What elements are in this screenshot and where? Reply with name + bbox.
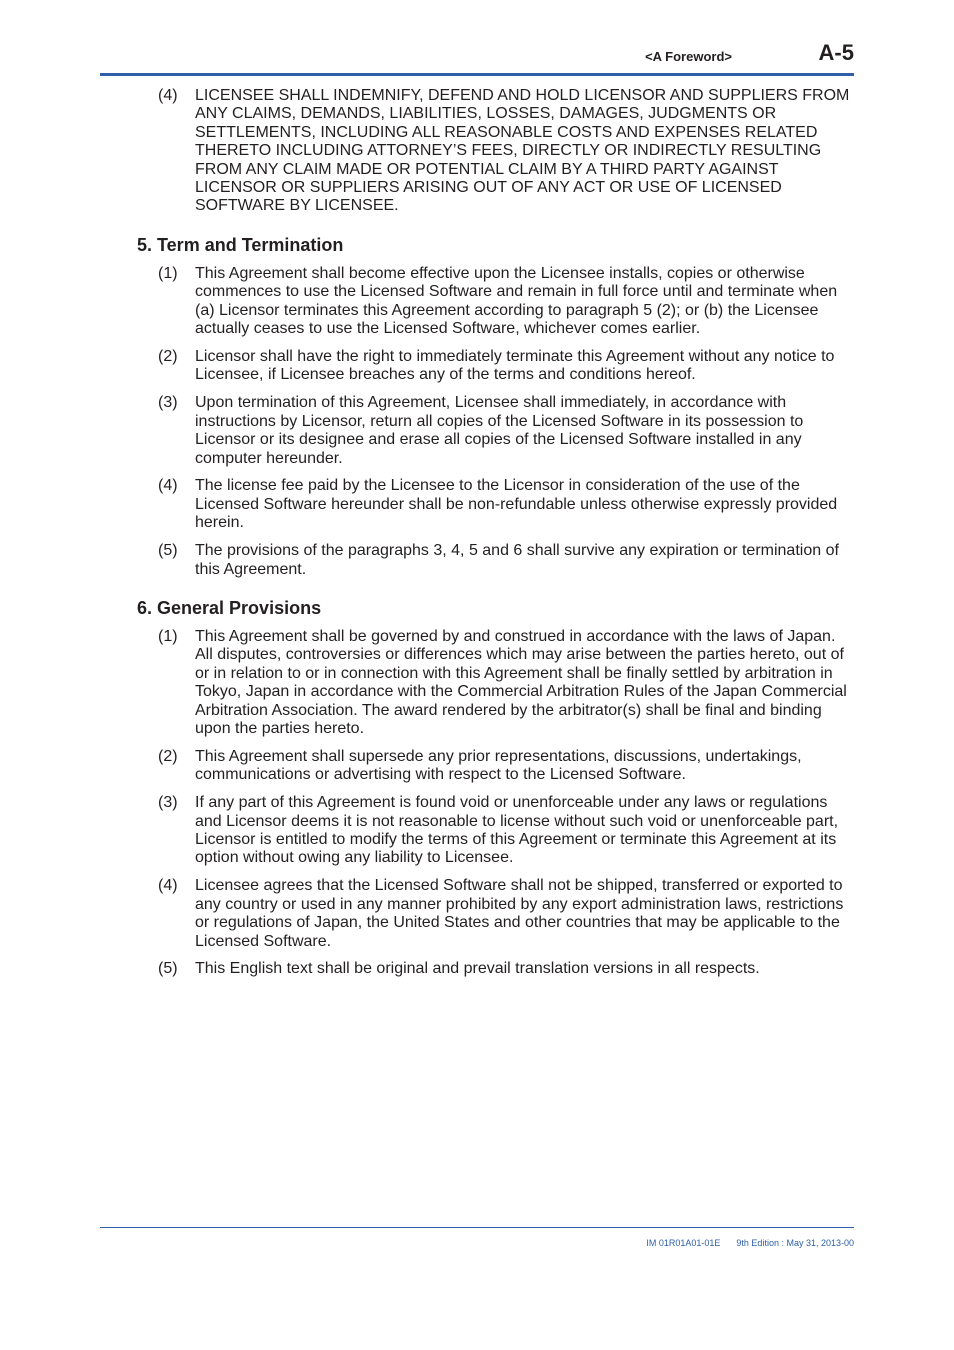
clause-text: LICENSEE SHALL INDEMNIFY, DEFEND AND HOLD LICENSOR AND SUPPLIERS FROM ANY CLAIMS, DEMANDS, LIABILITIES, LOSSES, DAMAGES, JUDGMENTS OR SETTLEMENTS, INCLUDING ALL REASONABLE COSTS AND EXPENSES RELATED THERETO INCLUDING ATTORNEY’S FEES, DIRECTLY OR INDIRECTLY RESULTING FROM ANY CLAIM MADE OR POTENTIAL CLAIM BY A THIRD PARTY AGAINST LICENSOR OR SUPPLIERS ARISING OUT OF ANY ACT OR USE OF LICENSED SOFTWARE BY LICENSEE. <box>195 87 850 215</box>
section-general-provisions <box>137 598 854 979</box>
clause-text: Licensee agrees that the Licensed Software shall not be shipped, transferred or exported to any country or used in any manner prohibited by any export administration laws, restrictions or regulations of Japan, the United States and other countries that may be applicable to the Licensed Software. <box>195 877 844 950</box>
clause-number: (3) <box>158 794 178 812</box>
page-footer <box>646 1238 854 1248</box>
clause-item <box>137 348 854 385</box>
clause-number: (2) <box>158 747 178 765</box>
clause-number: (4) <box>158 87 178 104</box>
section-heading: 5. Term and Termination <box>137 234 344 255</box>
clause-item <box>137 628 854 738</box>
page-header <box>100 40 854 74</box>
clause-item <box>137 394 854 468</box>
page-number: A-5 <box>818 40 854 65</box>
clause-text: This Agreement shall be governed by and construed in accordance with the laws of Japan. All disputes, controversies or differences which may arise between the parties hereto, out of or in relation to or in connection with this Agreement shall be finally settled by arbitration in Tokyo, Japan in accordance with the Commercial Arbitration Rules of the Japan Commercial Arbitration Association. The award rendered by the arbitrator(s) shall be final and binding upon the parties hereto. <box>195 627 847 737</box>
clause-item <box>137 265 854 339</box>
clause-text: This Agreement shall become effective upon the Licensee installs, copies or otherwise commences to use the Licensed Software and remain in full force until and terminate when (a) Licensor terminates this Agreement according to paragraph 5 (2); or (b) the Licensee actually ceases to use the Licensed Software, whichever comes earlier. <box>195 264 838 338</box>
clause-number: (2) <box>158 347 178 365</box>
clause-number: (4) <box>158 477 178 495</box>
clause-number: (1) <box>158 264 178 282</box>
clause-text: If any part of this Agreement is found void or unenforceable under any laws or regulations and Licensor deems it is not reasonable to license without such void or unenforceable part, Licensor is entitled to modify the terms of this Agreement or terminate this Agreement at its option without owing any liability to Licensee. <box>195 794 839 867</box>
section-heading: 6. General Provisions <box>137 597 322 618</box>
clause-item <box>137 794 854 868</box>
footer-divider <box>100 1227 854 1228</box>
clause-text: Upon termination of this Agreement, Licensee shall immediately, in accordance with instructions by Licensor, return all copies of the Licensed Software in its possession to Licensor or its designee and erase all copies of the Licensed Software installed in any computer hereunder. <box>195 394 804 467</box>
clause-number: (4) <box>158 877 178 895</box>
clause-number: (5) <box>158 960 178 978</box>
section-term-and-termination <box>137 235 854 579</box>
edition-info: 9th Edition : May 31, 2013-00 <box>736 1238 854 1248</box>
clause-text: This Agreement shall supersede any prior representations, discussions, undertakings, communications or advertising with respect to the Licensed Software. <box>195 747 802 784</box>
clause-item <box>137 87 854 216</box>
clause-text: The license fee paid by the Licensee to the Licensor in consideration of the use of the Licensed Software hereunder shall be non-refundable unless otherwise expressly provided herein. <box>195 477 838 532</box>
clause-item <box>137 542 854 579</box>
clause-number: (5) <box>158 542 178 560</box>
clause-item <box>137 477 854 532</box>
header-divider <box>100 73 854 76</box>
clause-item <box>137 960 854 978</box>
document-id: IM 01R01A01-01E <box>646 1238 721 1248</box>
clause-text: The provisions of the paragraphs 3, 4, 5 and 6 shall survive any expiration or termination of this Agreement. <box>195 542 839 578</box>
clause-text: This English text shall be original and prevail translation versions in all respects. <box>195 960 760 978</box>
document-body <box>137 87 854 988</box>
clause-text: Licensor shall have the right to immediately terminate this Agreement without any notice to Licensee, if Licensee breaches any of the terms and conditions hereof. <box>195 347 835 384</box>
clause-number: (1) <box>158 627 178 645</box>
clause-number: (3) <box>158 394 178 412</box>
clause-item <box>137 748 854 785</box>
clause-item <box>137 877 854 951</box>
header-section-title: <A Foreword> <box>645 49 732 64</box>
